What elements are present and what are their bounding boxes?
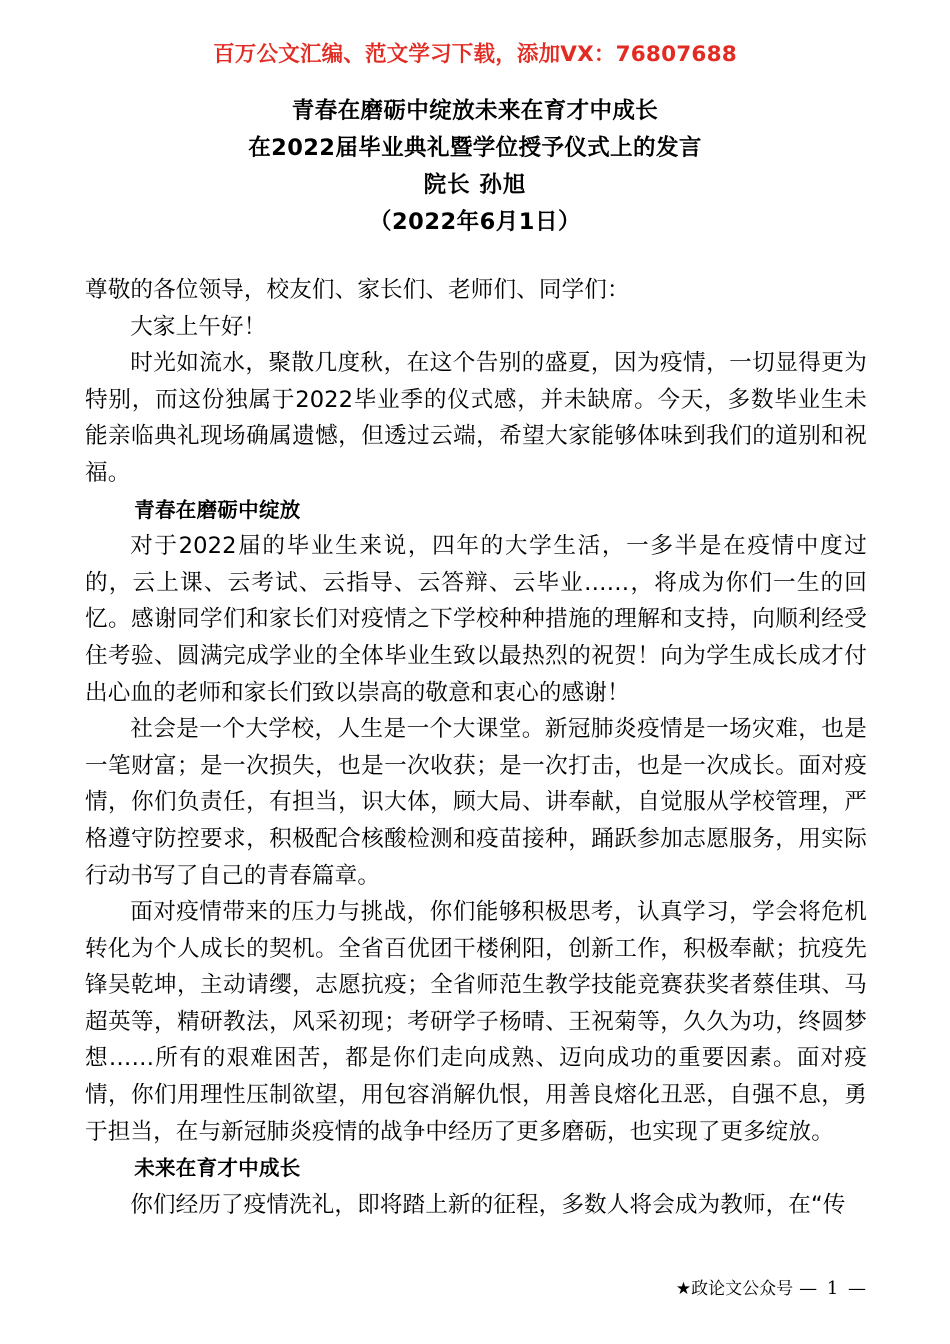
document-author: 院长 孙旭 bbox=[423, 172, 527, 198]
document-date: （2022年6月1日） bbox=[369, 209, 581, 235]
paragraph-4: 面对疫情带来的压力与挑战，你们能够积极思考，认真学习，学会将危机转化为个人成长的契机。全省百优团干楼俐阳，创新工作，积极奉献；抗疫先锋吴乾坤，主动请缨，志愿抗疫；全省师范生教学技能竞赛获奖者蔡佳琪、马超英等，精研教法，风采初现；考研学子杨晴、王祝菊等，久久为功，终圆梦想……所有的艰难困苦，都是你们走向成熟、迈向成功的重要因素。面对疫情，你们用理性压制欲望，用包容消解仇恨，用善良熔化丑恶，自强不息，勇于担当，在与新冠肺炎疫情的战争中经历了更多磨砺，也实现了更多绽放。 bbox=[85, 899, 867, 1145]
paragraph-1: 时光如流水，聚散几度秋，在这个告别的盛夏，因为疫情，一切显得更为特别，而这份独属于2022毕业季的仪式感，并未缺席。今天，多数毕业生未能亲临典礼现场确属遗憾，但透过云端，希望大家能够体味到我们的道别和祝福。 bbox=[85, 350, 867, 486]
title-block bbox=[0, 93, 950, 241]
paragraph-3: 社会是一个大学校，人生是一个大课堂。新冠肺炎疫情是一场灾难，也是一笔财富；是一次损失，也是一次收获；是一次打击，也是一次成长。面对疫情，你们负责任，有担当，识大体，顾大局、讲奉献，自觉服从学校管理，严格遵守防控要求，积极配合核酸检测和疫苗接种，踊跃参加志愿服务，用实际行动书写了自己的青春篇章。 bbox=[85, 716, 867, 889]
paragraph-2: 对于2022届的毕业生来说，四年的大学生活，一多半是在疫情中度过的，云上课、云考试、云指导、云答辩、云毕业……，将成为你们一生的回忆。感谢同学们和家长们对疫情之下学校种种措施的理解和支持，向顺利经受住考验、圆满完成学业的全体毕业生致以最热烈的祝贺！向为学生成长成才付出心血的老师和家长们致以崇高的敬意和衷心的感谢！ bbox=[85, 533, 867, 706]
subheading-2: 未来在育才中成长 bbox=[134, 1156, 301, 1181]
document-title-line-1: 青春在磨砺中绽放未来在育才中成长 bbox=[291, 98, 659, 124]
document-title-line-2: 在2022届毕业典礼暨学位授予仪式上的发言 bbox=[248, 135, 702, 161]
page-footer bbox=[0, 1277, 950, 1301]
salutation: 尊敬的各位领导，校友们、家长们、老师们、同学们： bbox=[85, 277, 630, 303]
promo-banner: 百万公文汇编、范文学习下载，添加VX：76807688 bbox=[213, 42, 737, 67]
paragraph-5: 你们经历了疫情洗礼，即将踏上新的征程，多数人将会成为教师，在“传 bbox=[130, 1191, 846, 1218]
subheading-1: 青春在磨砺中绽放 bbox=[134, 497, 301, 522]
greeting: 大家上午好！ bbox=[130, 313, 267, 340]
page-number: — 1 — bbox=[799, 1278, 868, 1299]
watermark-label: ★政论文公众号 bbox=[675, 1279, 794, 1299]
document-body bbox=[85, 272, 867, 1223]
